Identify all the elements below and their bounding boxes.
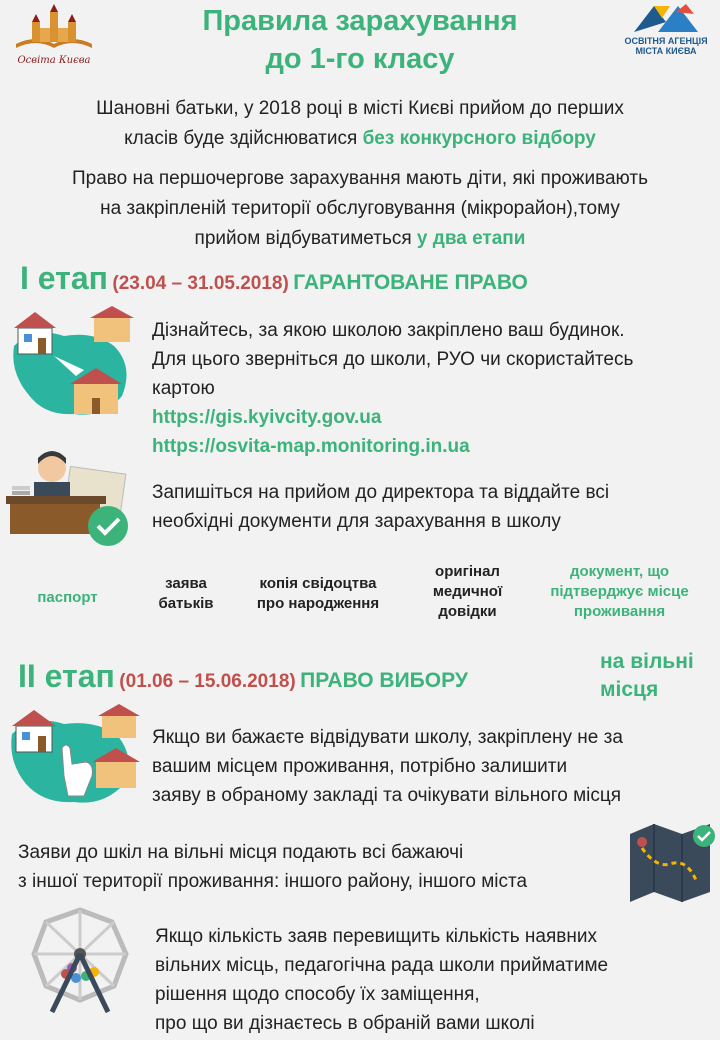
logo-caption: Освіта Києва [17, 55, 91, 66]
two-stages-highlight: у два етапи [416, 228, 526, 249]
document-passport: паспорт [37, 589, 98, 606]
document-residence-proof: документ, що підтверджує місце проживання [550, 563, 689, 620]
intro-block: Шановні батьки, у 2018 році в місті Києві прийом до перших класів буде здійснюватися без конкурсного відбору Право на першочергове зарахування мають діти, які проживають на закріпленій території обслуговування (мікрорайон),тому прийом відбуватиметься у два етапи [72, 98, 648, 249]
stage2-heading: ІІ етап (01.06 – 15.06.2018) ПРАВО ВИБОРУ [18, 658, 468, 694]
stage2-step2-text: Заяви до шкіл на вільні місця подають всі бажаючі з іншої території проживання: іншого району, іншого міста [18, 842, 528, 892]
lottery-wheel-icon [28, 906, 132, 1016]
stage1-step2-text: Запишіться на прийом до директора та віддайте всі необхідні документи для зарахування в школу [152, 482, 610, 532]
document-birth-certificate: копія свідоцтва про народження [256, 575, 380, 612]
osvita-map-link[interactable]: https://osvita-map.monitoring.in.ua [152, 436, 470, 457]
osvita-kyiv-logo [6, 4, 102, 66]
agency-mark-icon [614, 2, 718, 36]
stage1-heading: І етап (23.04 – 31.05.2018) ГАРАНТОВАНЕ ПРАВО [20, 260, 528, 296]
map-hand-pointer-icon [4, 704, 144, 808]
director-desk-icon [4, 448, 140, 548]
gis-map-link[interactable]: https://gis.kyivcity.gov.ua [152, 407, 382, 428]
stage2-step3-text: Якщо кількість заяв перевищить кількість наявних вільних місць, педагогічна рада школи прийматиме рішення щодо способу їх заміщення, про що ви дізнаєтесь в обраній вами школі [155, 926, 609, 1034]
document-medical-certificate: оригінал медичної довідки [432, 563, 503, 620]
stage1-step1-text: Дізнайтесь, за якою школою закріплено ваш будинок. Для цього зверніться до школи, РУО чи скористайтесь картою https://gis.kyivcity.gov.ua https://osvita-map.monitoring.in.ua [152, 316, 712, 461]
no-competition-highlight: без конкурсного відбору [362, 128, 596, 149]
page-title: Правила зарахування до 1-го класу [202, 5, 518, 75]
map-houses-icon [4, 306, 144, 424]
stage2-heading-suffix: на вільні місця [600, 650, 694, 701]
document-parent-application: заява батьків [158, 575, 214, 612]
folded-map-icon [626, 818, 716, 904]
osvitnia-agentsia-logo: ОСВІТНЯ АГЕНЦІЯ МІСТА КИЄВА [614, 2, 718, 64]
book-castle-icon [6, 4, 102, 54]
stage2-step1-text: Якщо ви бажаєте відвідувати школу, закріплену не за вашим місцем проживання, потрібно залишити заяву в обраному закладі та очікувати вільного місця [152, 727, 623, 806]
